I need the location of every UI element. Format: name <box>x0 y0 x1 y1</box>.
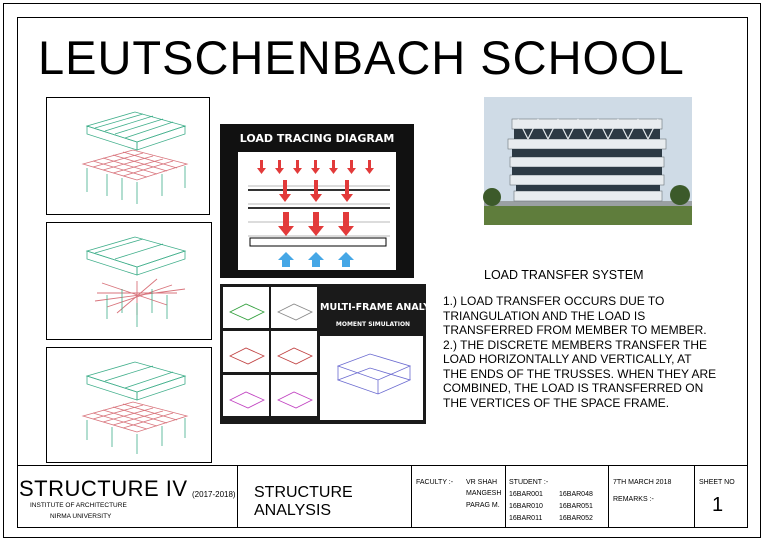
sheet-number-label: SHEET NO <box>699 479 735 486</box>
student-id: 16BAR011 <box>509 515 543 522</box>
multi-frame-analysis <box>220 284 448 424</box>
student-id: 16BAR052 <box>559 515 593 522</box>
load-transfer-point: 1.) LOAD TRANSFER OCCURS DUE TO TRIANGULATION AND THE LOAD IS TRANSFERRED FROM MEMBER TO MEMBER. <box>443 294 707 337</box>
student-id: 16BAR001 <box>509 491 543 498</box>
course-name: STRUCTURE IV <box>19 476 188 501</box>
load-transfer-heading: LOAD TRANSFER SYSTEM <box>484 268 644 282</box>
page-title: LEUTSCHENBACH SCHOOL <box>38 31 685 84</box>
faculty-name: PARAG M. <box>466 502 500 509</box>
multi-frame-subheading: MOMENT SIMULATION <box>335 321 411 328</box>
load-tracing-diagram <box>220 124 414 278</box>
subject-line-1: STRUCTURE <box>254 484 353 501</box>
remarks-label: REMARKS :- <box>613 496 654 503</box>
faculty-name: MANGESH <box>466 490 502 497</box>
subject-line-2: ANALYSIS <box>254 502 332 519</box>
university-name: NIRMA UNIVERSITY <box>50 513 112 520</box>
load-tracing-heading: LOAD TRACING DIAGRAM <box>239 132 395 145</box>
space-frame-drawing <box>47 223 213 341</box>
space-frame-panel-2 <box>46 222 212 340</box>
sheet-date: 7TH MARCH 2018 <box>613 479 672 486</box>
divider <box>237 465 238 528</box>
space-frame-drawing <box>47 98 211 216</box>
divider <box>411 465 412 528</box>
space-frame-panel-1 <box>46 97 210 215</box>
divider <box>608 465 609 528</box>
faculty-name: VR SHAH <box>466 479 498 486</box>
faculty-label: FACULTY :- <box>416 479 454 486</box>
building-photo <box>484 97 692 225</box>
sheet-number: 1 <box>712 494 724 516</box>
student-id: 16BAR010 <box>509 503 543 510</box>
multi-frame-drawing <box>220 284 448 424</box>
multi-frame-heading: MULTI-FRAME ANALYSIS <box>320 302 448 313</box>
building-photo-drawing <box>484 97 692 225</box>
divider <box>505 465 506 528</box>
space-frame-panel-3 <box>46 347 212 463</box>
student-id: 16BAR051 <box>559 503 593 510</box>
load-transfer-point: 2.) THE DISCRETE MEMBERS TRANSFER THE LOAD HORIZONTALLY AND VERTICALLY, AT THE ENDS OF THE TRUSSES. WHEN THEY ARE COMBINED, THE LOAD IS TRANSFERRED ON THE VERTICES OF THE SPACE FRAME. <box>443 337 717 410</box>
divider <box>694 465 695 528</box>
academic-year: (2017-2018) <box>192 490 236 499</box>
space-frame-drawing <box>47 348 213 464</box>
load-tracing-drawing <box>220 124 414 278</box>
institute-name: INSTITUTE OF ARCHITECTURE <box>30 502 127 509</box>
student-label: STUDENT :- <box>509 479 549 486</box>
load-transfer-description <box>443 294 743 410</box>
student-id: 16BAR048 <box>559 491 593 498</box>
